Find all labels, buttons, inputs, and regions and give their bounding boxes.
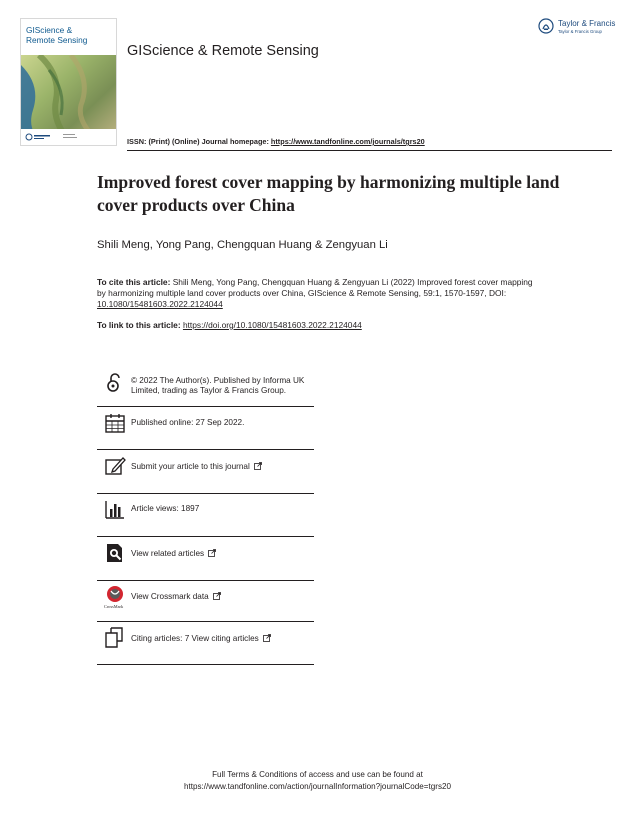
crossmark-link[interactable] (131, 592, 221, 602)
citing-articles-icon (104, 626, 126, 648)
citation-block (97, 277, 537, 310)
citing-articles-link[interactable] (131, 634, 271, 644)
cover-title (26, 25, 112, 45)
related-articles-label: View related articles (131, 549, 205, 558)
info-divider (97, 536, 314, 537)
publisher-logo[interactable] (538, 17, 618, 37)
crossmark-label: View Crossmark data (131, 592, 209, 601)
open-access-icon (104, 372, 126, 394)
external-link-icon (263, 634, 271, 642)
journal-name[interactable]: GIScience & Remote Sensing (127, 43, 319, 59)
article-views-count: Article views: 1897 (131, 504, 200, 513)
footer-terms-link[interactable]: https://www.tandfonline.com/action/journalInformation?journalCode=tgrs20 (183, 782, 452, 791)
link-line (97, 320, 362, 330)
cover-footer (21, 129, 116, 145)
cover-publisher-logo (21, 129, 116, 145)
issn-line (127, 137, 425, 146)
footer-terms-text: Full Terms & Conditions of access and use can be found at (212, 770, 423, 779)
citation-text: Shili Meng, Yong Pang, Chengquan Huang & Zengyuan Li (2022) Improved forest cover mapping by harmonizing multiple land cover products over China, GIScience & Remote Sensing, 59:1, 1570-1597, DOI: (97, 277, 533, 298)
cover-header (21, 19, 116, 57)
published-online-date: Published online: 27 Sep 2022. (131, 418, 245, 427)
article-title: Improved forest cover mapping by harmonizing multiple land cover products over China (97, 172, 560, 215)
open-access-notice: © 2022 The Author(s). Published by Informa UK Limited, trading as Taylor & Francis Group. (131, 376, 305, 395)
journal-homepage-link[interactable]: https://www.tandfonline.com/journals/tgrs20 (270, 137, 425, 146)
info-divider (97, 449, 314, 450)
page-footer (0, 769, 635, 793)
info-divider (97, 621, 314, 622)
publisher-name: Taylor & Francis (558, 19, 616, 28)
citing-articles-label: Citing articles: 7 View citing articles (131, 634, 259, 643)
journal-cover-image (20, 18, 117, 146)
bar-chart-icon (104, 498, 126, 520)
info-divider (97, 406, 314, 407)
info-divider (97, 580, 314, 581)
publisher-group: Taylor & Francis Group (558, 29, 602, 34)
related-articles-icon (104, 542, 126, 564)
issn-text: ISSN: (Print) (Online) Journal homepage: (127, 137, 271, 146)
external-link-icon (254, 462, 262, 470)
article-doi-url-link[interactable]: https://doi.org/10.1080/15481603.2022.2124044 (182, 320, 362, 330)
article-authors: Shili Meng, Yong Pang, Chengquan Huang & Zengyuan Li (97, 239, 388, 251)
calendar-icon (104, 412, 126, 434)
external-link-icon (208, 549, 216, 557)
info-divider (97, 664, 314, 665)
link-label: To link to this article: (97, 320, 183, 330)
edit-icon (104, 455, 126, 477)
doi-link[interactable]: 10.1080/15481603.2022.2124044 (97, 299, 223, 309)
cover-title-line1: GIScience & (26, 25, 73, 35)
header-divider (127, 150, 612, 151)
submit-article-label: Submit your article to this journal (131, 462, 250, 471)
cover-title-line2: Remote Sensing (26, 35, 88, 45)
related-articles-link[interactable] (131, 549, 216, 559)
submit-article-link[interactable] (131, 462, 262, 472)
crossmark-logo-label: CrossMark (104, 604, 124, 609)
external-link-icon (213, 592, 221, 600)
citation-label: To cite this article: (97, 277, 171, 287)
info-divider (97, 493, 314, 494)
publisher-lamp-icon (538, 18, 554, 34)
